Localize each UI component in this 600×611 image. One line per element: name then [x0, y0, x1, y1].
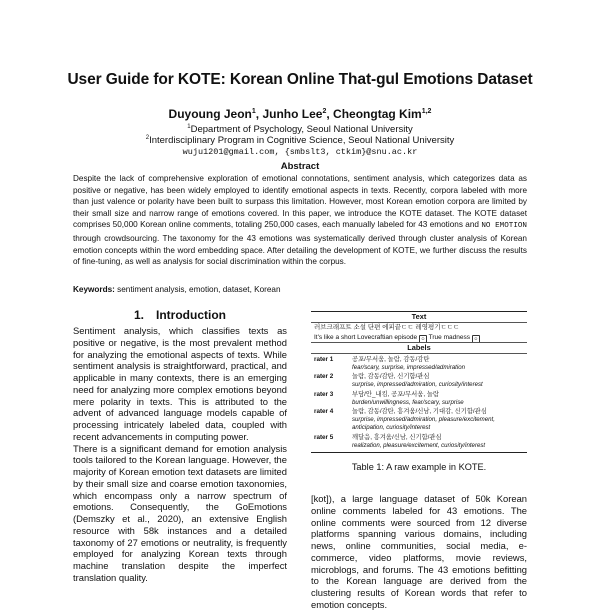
table-text-english-tail: True madness — [428, 333, 470, 341]
table-labels-heading: Labels — [407, 343, 431, 352]
keywords-text: sentiment analysis, emotion, dataset, Korean — [117, 285, 281, 294]
author-affil-mark: 1,2 — [421, 108, 432, 115]
table-row — [311, 434, 527, 450]
section-number: 1. — [134, 308, 145, 322]
table-rule — [311, 353, 527, 354]
affiliation-mark: 2 — [145, 135, 150, 141]
author-name: Cheongtag Kim — [333, 107, 422, 121]
author-list — [0, 107, 600, 121]
rater-label: rater 5 — [314, 433, 334, 441]
author-name: Junho Lee — [262, 107, 323, 121]
author-emails: wuju1201@gmail.com, {smbslt3, ctkim}@snu.ac.kr — [182, 147, 418, 157]
author-affil-mark: 1 — [251, 108, 256, 115]
rater-labels-english: surprise, impressed/admiration, curiosity/interest — [352, 381, 483, 388]
rater-labels-korean: 깨달음, 흥겨움/신남, 신기함/관심 — [352, 433, 442, 441]
affiliation-text: Interdisciplinary Program in Cognitive Science, Seoul National University — [149, 135, 455, 147]
author-separator: , — [326, 107, 334, 121]
intro-paragraph: There is a significant demand for emotion analysis tools tailored to the Korean language. However, the majority of Korean emotion text datasets are limited by their small size and coarse emotion taxonomies, which encompass only a narrow spectrum of emotions. Consequently, the GoEmotions (Demszky et al., 2020), an extensive English resource with 58k instances and a detailed taxonomy of 27 emotions or neutrality, is frequently employed for analyzing Korean texts through machine translation despite the imperfect translation quality. — [73, 442, 287, 583]
table-row — [311, 373, 527, 389]
table-text-english-main: It's like a short Lovecraftian episode — [314, 333, 418, 341]
paper-title: User Guide for KOTE: Korean Online That-gul Emotions Dataset — [67, 71, 533, 88]
rater-labels-korean: 부담/안_내킴, 공포/무서움, 놀람 — [352, 390, 439, 398]
affiliation — [0, 124, 600, 135]
intro-paragraph: Sentiment analysis, which classifies texts as positive or negative, is the most prevalent method for analyzing the emotional aspects of texts. While sentiment analysis is straightforward, practical, and applicable in many contexts, there is an emerging need for analyzing more complex emotions beyond mere polarity in texts. This is attributed to the advent of advanced language models capable of processing intricately labeled data, coupled with recent advancements in computing power. — [73, 325, 287, 442]
table-caption: Table 1: A raw example in KOTE. — [351, 462, 487, 472]
affiliation-mark: 1 — [187, 124, 191, 130]
rater-labels-english: fear/scary, surprise, impressed/admiration — [352, 363, 465, 371]
rater-labels-english: realization, pleasure/excitement, curiosity/interest — [352, 441, 486, 449]
keywords — [73, 285, 527, 294]
rater-label: rater 2 — [314, 373, 334, 380]
author-affil-mark: 2 — [322, 108, 327, 115]
table-text-english — [311, 333, 527, 343]
rater-labels-korean: 놀람, 감동/감탄, 흥겨움/신남, 기대감, 신기함/관심 — [352, 408, 487, 415]
abstract-text: through crowdsourcing. The taxonomy for the 43 emotions was systematically derived through cluster analysis of Korean emotion concepts within the word embedding space. After detailing the development of KOTE, we further discuss the results of fine-tuning, as well as analysis for social discrimination within the corpus. — [73, 233, 527, 267]
rater-labels-korean: 놀람, 감동/감탄, 신기함/관심 — [352, 373, 430, 380]
intro-paragraph: [kot]), a large language dataset of 50k Korean online comments labeled for 43 emotions. The online comments were sourced from 12 diverse platforms spanning various domains, including news, online communities, social media, e-commerce, video platforms, movie reviews, microblogs, and forums. The 43 emotions befitting to the Korean language are derived from the clustering results of Korean words that refer to emotion concepts. — [311, 493, 527, 610]
smiley-icon: ☺ — [420, 335, 426, 341]
rater-labels-english: burden/unwillingness, fear/scary, surprise — [352, 398, 464, 406]
table-text-korean: 러브크래프트 소설 단편 에피끝ㄷㄷ 레영평기ㄷㄷㄷ — [314, 324, 460, 331]
table-text-heading: Text — [411, 312, 427, 321]
abstract-body — [73, 173, 527, 268]
rater-labels-korean: 공포/무서움, 놀람, 감동/감탄 — [352, 355, 430, 363]
smiley-icon: ☺ — [473, 335, 479, 341]
affiliation-text: Department of Psychology, Seoul National University — [190, 124, 413, 136]
keywords-label: Keywords: — [73, 285, 115, 294]
table-rule — [311, 452, 527, 453]
section-title: Introduction — [156, 308, 226, 322]
intro-left-column — [73, 325, 287, 584]
intro-right-column — [311, 493, 527, 611]
section-heading — [73, 308, 287, 322]
rater-label: rater 1 — [314, 355, 334, 363]
author-separator: , — [255, 107, 263, 121]
rater-label: rater 3 — [314, 390, 334, 398]
table-row — [311, 391, 527, 407]
abstract-no-emotion-label: NO EMOTION — [481, 222, 527, 231]
rater-label: rater 4 — [314, 408, 334, 415]
abstract-text: Despite the lack of comprehensive exploration of emotional connotations, sentiment analysis, which categorizes data as positive or negative, has been widely employed to identify emotional aspects in texts. Recently, corpora labeled with more than just valence or polarity have been built to surpass this limitation. However, most Korean emotion corpora are limited by their small size and narrow range of emotions covered. In this paper, we introduce the KOTE dataset. The KOTE dataset comprises 50,000 Korean online comments, totaling 250,000 cases, each manually labeled for 43 emotions and — [73, 174, 527, 230]
abstract-heading: Abstract — [280, 161, 320, 172]
author-name: Duyoung Jeon — [168, 107, 252, 121]
example-table — [311, 311, 527, 453]
affiliation — [0, 135, 600, 146]
table-row — [311, 408, 527, 432]
rater-labels-english: surprise, impressed/admiration, pleasure/excitement, anticipation, curiosity/interest — [352, 416, 495, 431]
table-row — [311, 356, 527, 372]
